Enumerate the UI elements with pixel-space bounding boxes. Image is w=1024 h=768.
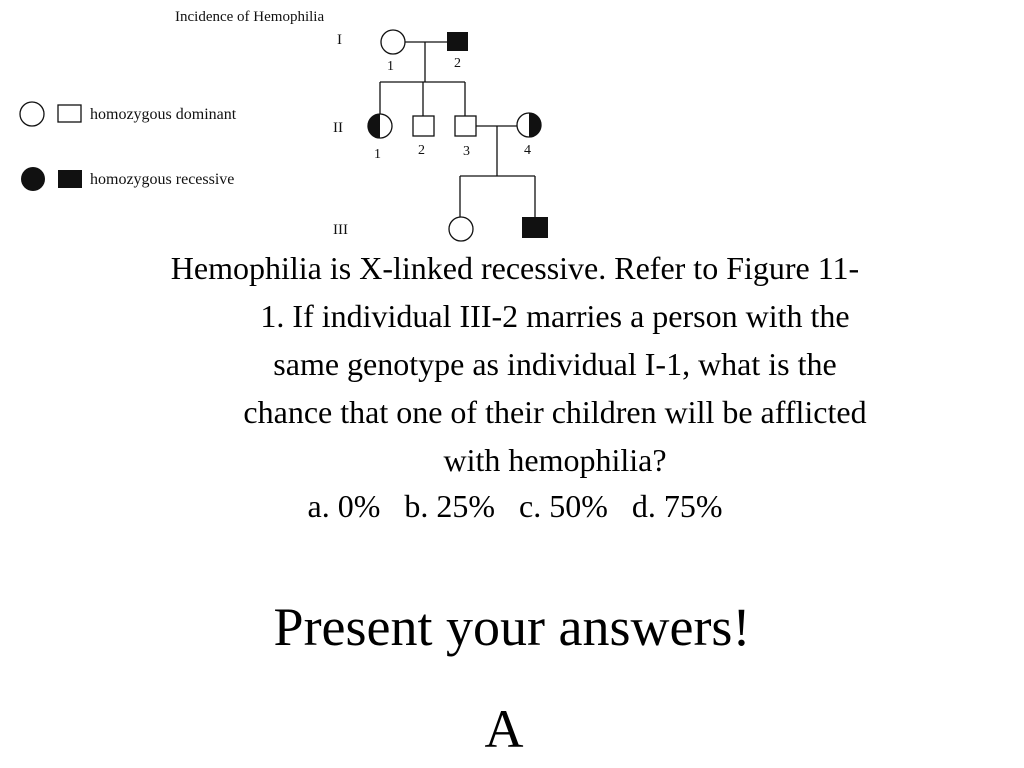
choice-a: a. 0%: [307, 488, 381, 524]
question-line-2: 1. If individual III-2 marries a person with the: [260, 298, 850, 334]
legend-open-square: [58, 105, 81, 122]
legend-open-circle: [20, 102, 44, 126]
gen1-number-2: 2: [454, 56, 461, 71]
question-text: [40, 244, 990, 484]
individual-II-2: [413, 116, 434, 136]
individual-II-1: [368, 114, 392, 138]
generation-label-2: II: [333, 120, 343, 136]
gen2-number-2: 2: [418, 143, 425, 158]
generation-label-1: I: [337, 32, 342, 48]
question-line-4: chance that one of their children will be afflicted: [243, 394, 867, 430]
generation-label-3: III: [333, 222, 348, 238]
question-line-5: with hemophilia?: [443, 442, 667, 478]
gen2-number-4: 4: [524, 143, 531, 158]
choice-b: b. 25%: [404, 488, 495, 524]
individual-III-1: [449, 217, 473, 241]
present-prompt: Present your answers!: [273, 597, 751, 657]
gen2-number-3: 3: [463, 144, 470, 159]
answer-letter: A: [484, 699, 524, 759]
question-line-3: same genotype as individual I-1, what is the: [273, 346, 837, 382]
legend-recessive-label: homozygous recessive: [90, 171, 235, 188]
answer-choices: [0, 482, 1024, 530]
figure-title: Incidence of Hemophilia: [175, 9, 325, 25]
question-line-1: Hemophilia is X-linked recessive. Refer to Figure 11-: [170, 250, 860, 286]
choice-c: c. 50%: [519, 488, 608, 524]
legend-dominant-label: homozygous dominant: [90, 106, 237, 123]
gen2-number-1: 1: [374, 147, 381, 162]
individual-II-4: [517, 113, 541, 137]
choice-d: d. 75%: [631, 488, 723, 524]
individual-II-3: [455, 116, 476, 136]
legend: [20, 102, 237, 191]
legend-filled-square: [58, 170, 82, 188]
individual-I-1: [381, 30, 405, 54]
legend-filled-circle: [21, 167, 45, 191]
individual-III-2: [522, 217, 548, 238]
individual-I-2: [447, 32, 468, 51]
gen1-number-1: 1: [387, 59, 394, 74]
pedigree-figure: [0, 0, 1024, 250]
